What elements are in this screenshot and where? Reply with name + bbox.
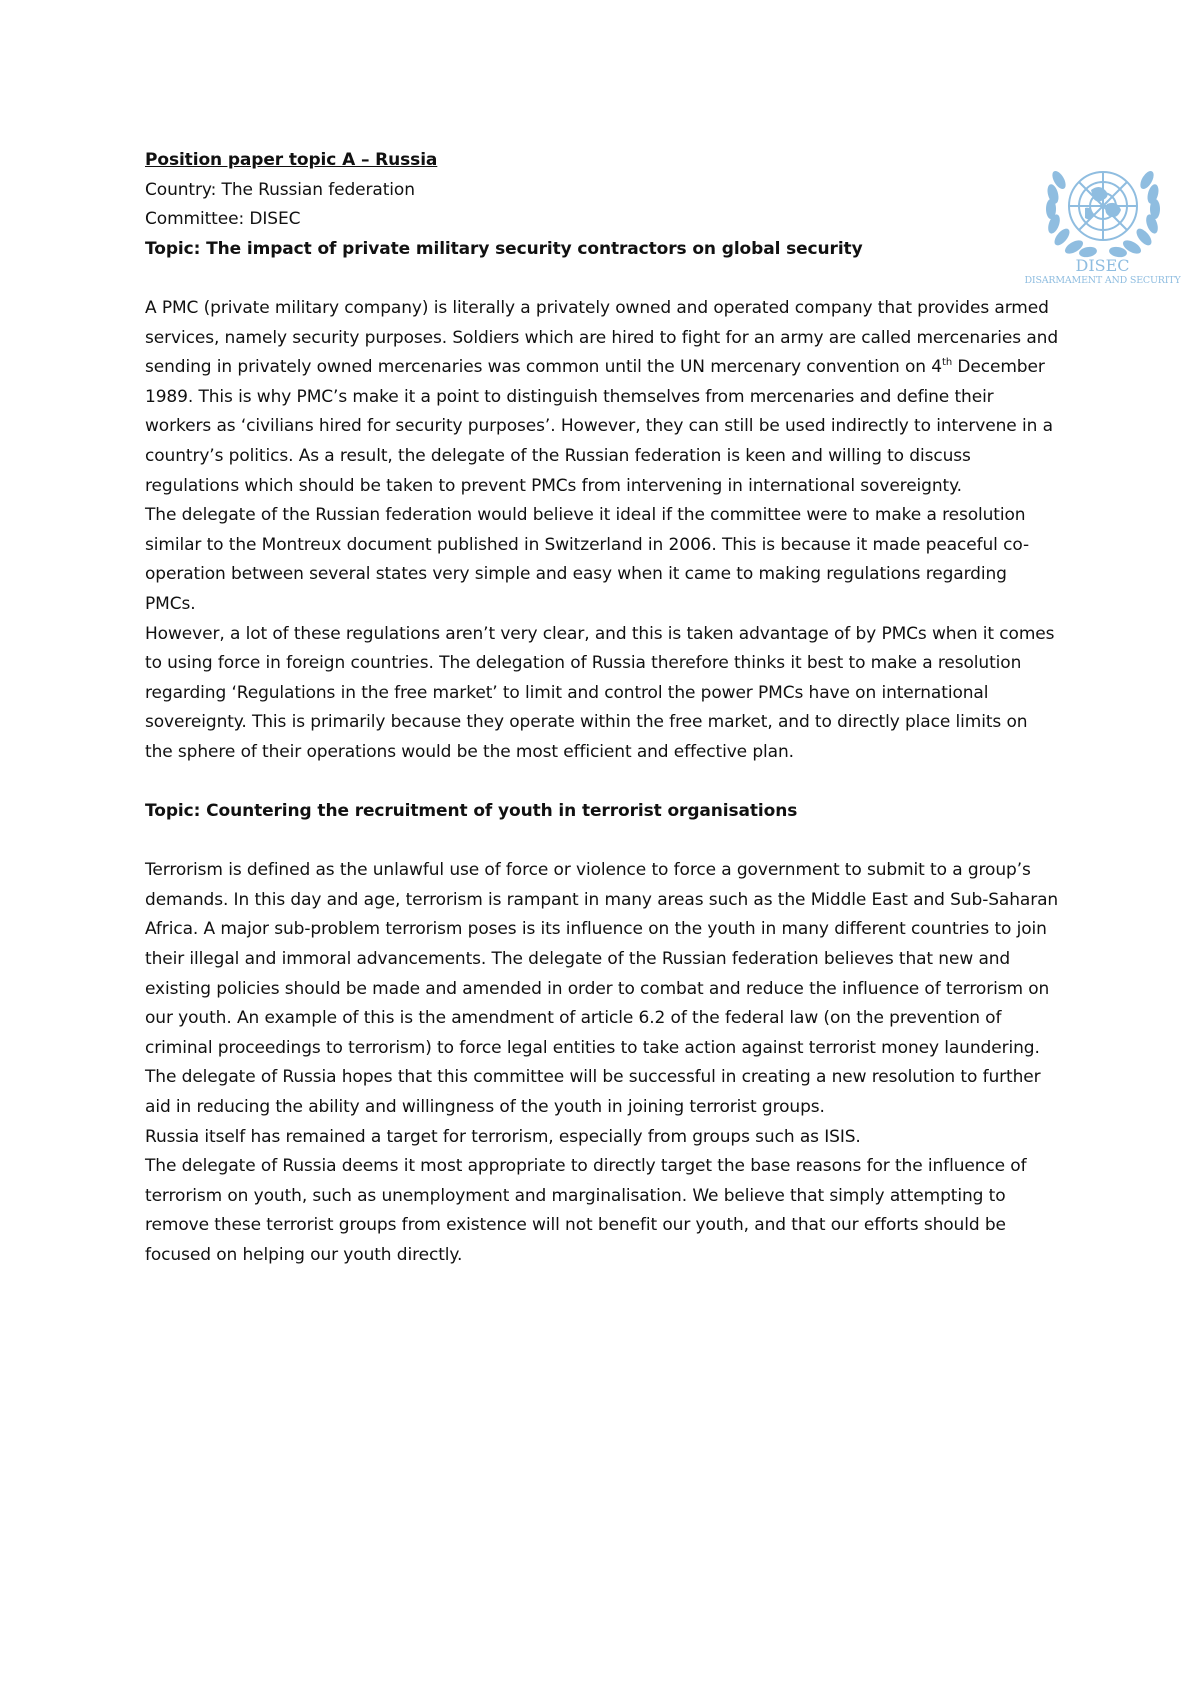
topic-b-heading: Topic: Countering the recruitment of youth in terrorist organisations — [145, 801, 798, 822]
youth-paragraph-1: Terrorism is defined as the unlawful use of force or violence to force a government to submit to a group’s demands. In this day and age, terrorism is rampant in many areas such as the Middle East and Sub-Saharan Africa. A major sub-problem terrorism poses is its influence on the youth in many different countries to join their illegal and immoral advancements. The delegate of the Russian federation believes that new and existing policies should be made and amended in order to combat and reduce the influence of terrorism on our youth. An example of this is the amendment of article 6.2 of the federal law (on the prevention of criminal proceedings to terrorism) to force legal entities to take action against terrorist money laundering. The delegate of Russia hopes that this committee will be successful in creating a new resolution to further aid in reducing the ability and willingness of the youth in joining terrorist groups. — [145, 860, 1059, 1117]
logo-name: DISEC — [1075, 256, 1130, 275]
ordinal-suffix: th — [942, 356, 953, 368]
document-body — [145, 146, 1060, 1271]
pmc-paragraph-1 — [145, 294, 1060, 501]
country-line: Country: The Russian federation — [145, 179, 415, 200]
topic-a-heading: Topic: The impact of private military security contractors on global security — [145, 238, 863, 259]
youth-paragraph-3: The delegate of Russia deems it most appropriate to directly target the base reasons for the influence of terrorism on youth, such as unemployment and marginalisation. We believe that simply attempting to remove these terrorist groups from existence will not benefit our youth, and that our efforts should be focused on helping our youth directly. — [145, 1156, 1027, 1265]
logo-subtitle: DISARMAMENT AND SECURITY — [1024, 275, 1181, 286]
pmc-paragraph-3: However, a lot of these regulations aren’t very clear, and this is taken advantage of by PMCs when it comes to using force in foreign countries. The delegation of Russia therefore thinks it best to make a resolution regarding ‘Regulations in the free market’ to limit and control the power PMCs have on international sovereignty. This is primarily because they operate within the free market, and to directly place limits on the sphere of their operations would be the most efficient and effective plan. — [145, 623, 1055, 762]
committee-line: Committee: DISEC — [145, 209, 301, 230]
pmc-paragraph-2: The delegate of the Russian federation would believe it ideal if the committee were to make a resolution similar to the Montreux document published in Switzerland in 2006. This is because it made peaceful co-operation between several states very simple and easy when it came to making regulations regarding PMCs. — [145, 505, 1030, 614]
youth-paragraph-2: Russia itself has remained a target for terrorism, especially from groups such as ISIS. — [145, 1126, 861, 1147]
pmc-paragraph-1-text-b: December 1989. This is why PMC’s make it a point to distinguish themselves from mercenaries and define their workers as ‘civilians hired for security purposes’. However, they can still be used indirectly to intervene in a country’s politics. As a result, the delegate of the Russian federation is keen and willing to discuss regulations which should be taken to prevent PMCs from intervening in international sovereignty. — [145, 357, 1053, 496]
pmc-paragraph-1-text-a: A PMC (private military company) is literally a privately owned and operated company that provides armed services, namely security purposes. Soldiers which are hired to fight for an army are called mercenaries and sending in privately owned mercenaries was common until the UN mercenary convention on 4 — [145, 297, 1059, 378]
page-title: Position paper topic A – Russia — [145, 150, 438, 170]
